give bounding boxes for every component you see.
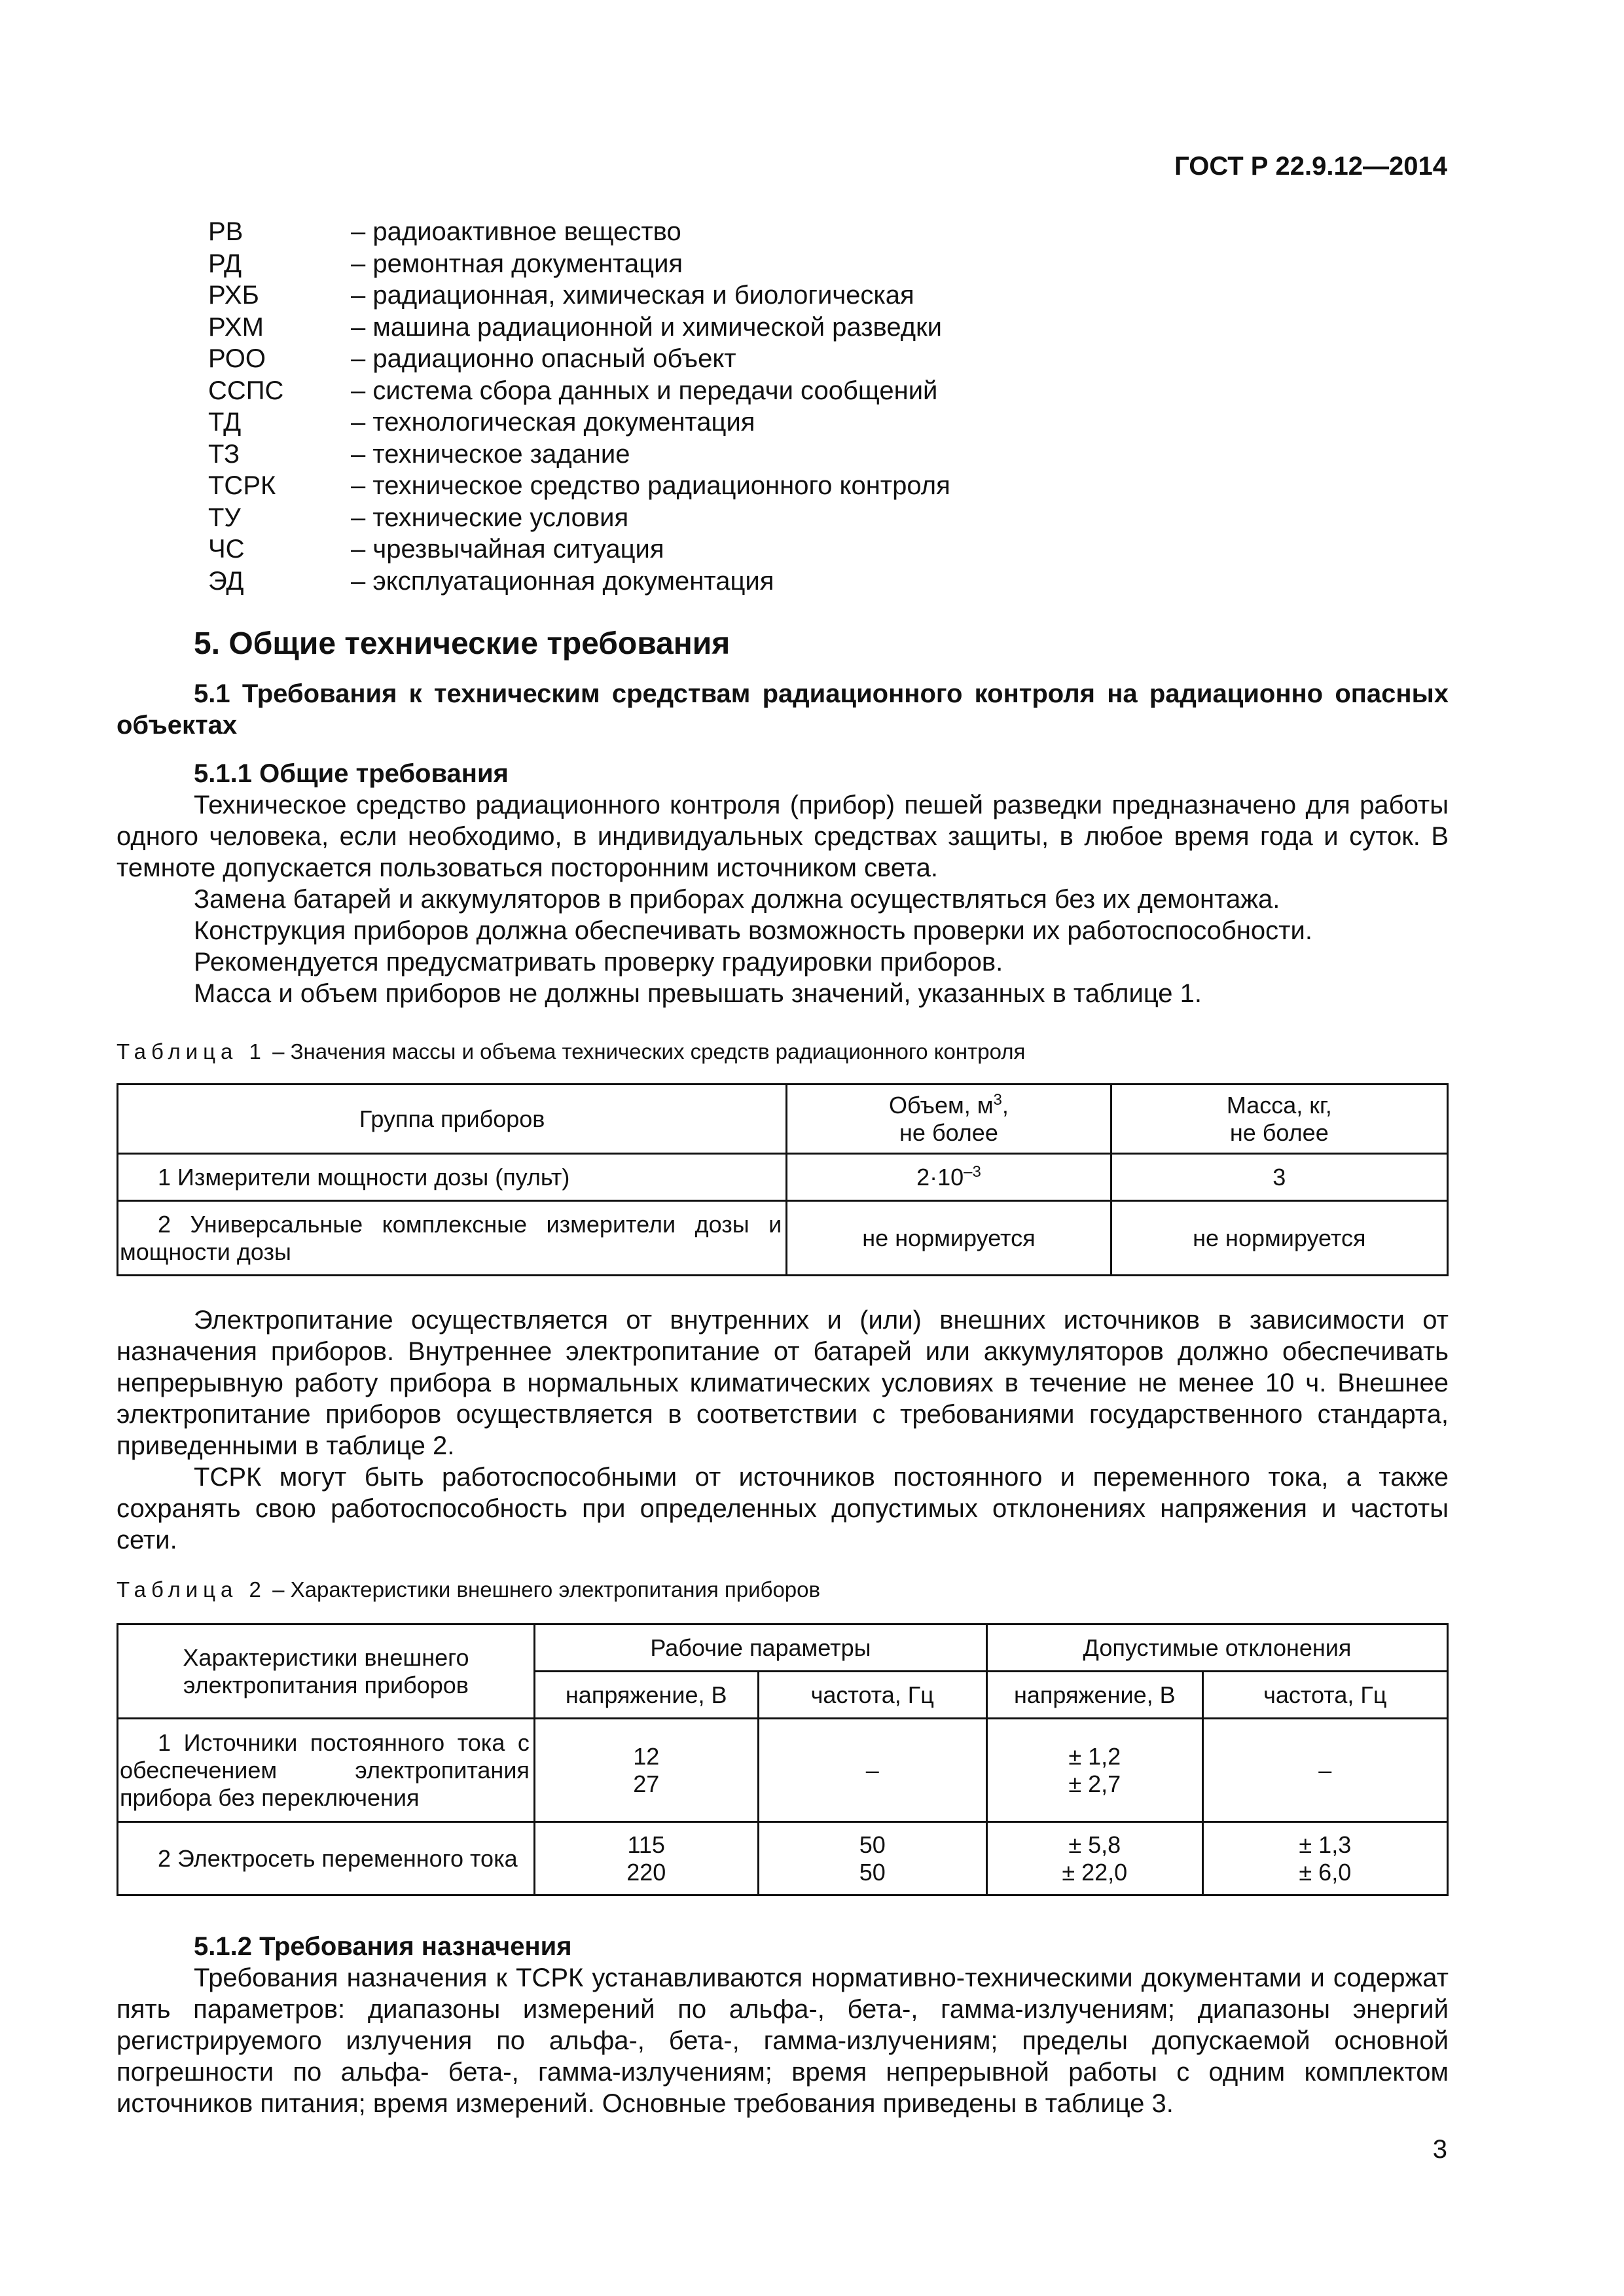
table-row — [118, 1624, 1448, 1672]
table-cell: не нормируется — [787, 1201, 1111, 1276]
table-header-cell: Характеристики внешнего электропитания приборов — [118, 1624, 535, 1719]
abbreviation-definition: – радиоактивное вещество — [351, 217, 681, 246]
cell-line: ± 5,8 — [1068, 1831, 1121, 1858]
abbreviation-definition: – чрезвычайная ситуация — [351, 535, 664, 564]
abbreviation-row — [208, 216, 950, 248]
abbreviation-row — [208, 279, 950, 312]
abbreviation-definition: – машина радиационной и химической разведки — [351, 312, 942, 342]
abbreviation-term: ТД — [208, 408, 242, 437]
abbreviation-term: ТУ — [208, 503, 241, 532]
abbreviation-row — [208, 470, 950, 502]
table-2-caption — [117, 1577, 820, 1602]
abbreviation-definition: – система сбора данных и передачи сообщений — [351, 376, 938, 405]
volume-value: 2·10 — [916, 1163, 964, 1191]
volume-header-tail: , — [1001, 1091, 1009, 1119]
cell-line: – — [865, 1756, 879, 1784]
abbreviation-term: ЭД — [208, 566, 244, 596]
abbreviation-row — [208, 343, 950, 375]
paragraph: Замена батарей и аккумуляторов в приборах должна осуществляться без их демонтажа. — [194, 885, 1280, 914]
table-cell — [1202, 1822, 1447, 1895]
volume-header-text: Объем, м — [889, 1091, 994, 1119]
volume-header-sup: 3 — [993, 1090, 1002, 1109]
abbreviation-row — [208, 406, 950, 439]
section-5-1-heading: 5.1 Требования к техническим средствам радиационного контроля на радиационно опасных объектах — [117, 679, 1449, 740]
table-cell — [787, 1154, 1111, 1201]
abbreviation-row — [208, 248, 950, 280]
abbreviation-term: ТЗ — [208, 439, 240, 469]
table-2-caption-text: – Характеристики внешнего электропитания приборов — [266, 1577, 821, 1602]
table-header-cell: Допустимые отклонения — [986, 1624, 1447, 1672]
table-cell — [758, 1719, 986, 1822]
table-1-caption-text: – Значения массы и объема технических средств радиационного контроля — [266, 1039, 1026, 1064]
table-cell — [986, 1822, 1202, 1895]
abbreviation-row — [208, 439, 950, 471]
paragraph: Требования назначения к ТСРК устанавливаются нормативно-техническими документами и содержат пять параметров: диапазоны измерений по альфа-, бета-, гамма-излучениям; диапазоны энергий регистрируемого излучения по альфа-, бета-, гамма-излучениям; пределы допускаемой основной погрешности по альфа- бета-, гамма-излучениям; время непрерывной работы с одним комплектом источников питания; время измерений. Основные требования приведены в таблице 3. — [117, 1964, 1449, 2118]
table-cell — [1202, 1719, 1447, 1822]
paragraph: Конструкция приборов должна обеспечивать возможность проверки их работоспособности. — [194, 916, 1312, 945]
table-header-cell — [787, 1085, 1111, 1154]
paragraph: ТСРК могут быть работоспособными от источников постоянного и переменного тока, а также сохранять свою работоспособность при определенных допустимых отклонениях напряжения и частоты сети. — [117, 1463, 1449, 1554]
abbreviation-definition: – ремонтная документация — [351, 249, 683, 278]
table-1-caption-label: Таблица 1 — [117, 1039, 266, 1064]
paragraph: Масса и объем приборов не должны превышать значений, указанных в таблице 1. — [194, 979, 1202, 1008]
page-number: 3 — [1432, 2135, 1447, 2164]
paragraph: Рекомендуется предусматривать проверку градуировки приборов. — [194, 948, 1003, 977]
table-cell: 2 Электросеть переменного тока — [118, 1822, 535, 1895]
cell-line: ± 1,2 — [1068, 1742, 1121, 1770]
table-cell — [534, 1719, 758, 1822]
cell-line: ± 1,3 — [1299, 1831, 1352, 1858]
abbreviation-definition: – технические условия — [351, 503, 629, 532]
cell-line: 50 — [859, 1831, 886, 1858]
section-5-1-2-block — [117, 1931, 1449, 2119]
section-5-1-2-heading: 5.1.2 Требования назначения — [194, 1932, 572, 1961]
abbreviation-term: РХМ — [208, 312, 264, 342]
table-cell — [986, 1719, 1202, 1822]
table-header-cell — [1111, 1085, 1447, 1154]
table-row — [118, 1719, 1448, 1822]
abbreviation-term: РХБ — [208, 281, 259, 310]
abbreviation-term: ТСРК — [208, 471, 276, 500]
section-5-1-1-heading: 5.1.1 Общие требования — [194, 759, 509, 788]
cell-line: 115 — [627, 1831, 665, 1858]
table-header-cell: Группа приборов — [118, 1085, 787, 1154]
table-header-cell: Рабочие параметры — [534, 1624, 986, 1672]
table-header-cell: напряжение, В — [534, 1672, 758, 1719]
paragraph: Техническое средство радиационного контроля (прибор) пешей разведки предназначено для работы одного человека, если необходимо, в индивидуальных средствах защиты, в любое время года и суток. В темноте допускается пользоваться посторонним источником света. — [117, 791, 1449, 882]
table-cell: 1 Измерители мощности дозы (пульт) — [118, 1154, 787, 1201]
abbreviation-definition: – техническое задание — [351, 439, 630, 469]
abbreviation-term: РВ — [208, 217, 244, 246]
power-supply-block — [117, 1304, 1449, 1556]
cell-line: ± 2,7 — [1068, 1770, 1121, 1797]
table-header-cell: напряжение, В — [986, 1672, 1202, 1719]
abbreviation-row — [208, 565, 950, 598]
abbreviation-definition: – эксплуатационная документация — [351, 566, 774, 596]
paragraph: Электропитание осуществляется от внутренних и (или) внешних источников в зависимости от назначения приборов. Внутреннее электропитание от батарей или аккумуляторов должно обеспечивать непрерывную работу прибора в нормальных климатических условиях в течение не менее 10 ч. Внешнее электропитание приборов осуществляется в соответствии с требованиями государственного стандарта, приведенными в таблице 2. — [117, 1306, 1449, 1460]
abbreviation-term: РД — [208, 249, 242, 278]
abbreviation-row — [208, 533, 950, 565]
mass-header-line2: не более — [1229, 1119, 1329, 1146]
table-row — [118, 1154, 1448, 1201]
table-cell: 1 Источники постоянного тока с обеспечением электропитания прибора без переключения — [118, 1719, 535, 1822]
abbreviation-row — [208, 375, 950, 407]
abbreviation-definition: – радиационно опасный объект — [351, 344, 736, 373]
cell-line: 50 — [859, 1858, 886, 1886]
table-cell: 2 Универсальные комплексные измерители дозы и мощности дозы — [118, 1201, 787, 1276]
abbreviation-row — [208, 502, 950, 534]
table-1 — [117, 1083, 1449, 1276]
table-cell: не нормируется — [1111, 1201, 1447, 1276]
cell-line: ± 22,0 — [1062, 1858, 1128, 1886]
table-row — [118, 1822, 1448, 1895]
cell-line: 27 — [633, 1770, 660, 1797]
table-cell: 3 — [1111, 1154, 1447, 1201]
abbreviation-definition: – техническое средство радиационного контроля — [351, 471, 950, 500]
abbreviation-row — [208, 312, 950, 344]
table-cell — [758, 1822, 986, 1895]
abbreviation-term: ЧС — [208, 535, 245, 564]
cell-line: – — [1318, 1756, 1332, 1784]
table-row — [118, 1201, 1448, 1276]
table-2 — [117, 1623, 1449, 1896]
cell-line: ± 6,0 — [1299, 1858, 1352, 1886]
volume-exponent: –3 — [964, 1162, 981, 1181]
abbreviation-term: ССПС — [208, 376, 284, 405]
table-header-cell: частота, Гц — [1202, 1672, 1447, 1719]
table-2-caption-label: Таблица 2 — [117, 1577, 266, 1602]
cell-line: 12 — [633, 1742, 660, 1770]
abbreviation-definition: – технологическая документация — [351, 408, 755, 437]
abbreviation-definition: – радиационная, химическая и биологическая — [351, 281, 914, 310]
cell-line: 220 — [626, 1858, 666, 1886]
table-1-caption — [117, 1039, 1025, 1064]
abbreviation-list — [208, 216, 950, 597]
table-header-cell: частота, Гц — [758, 1672, 986, 1719]
table-cell — [534, 1822, 758, 1895]
volume-header-line2: не более — [899, 1119, 998, 1146]
abbreviation-term: РОО — [208, 344, 266, 373]
section-5-heading: 5. Общие технические требования — [194, 626, 731, 661]
section-5-block — [117, 628, 1449, 1009]
mass-header-text: Масса, кг, — [1226, 1091, 1332, 1119]
table-row — [118, 1085, 1448, 1154]
document-code: ГОСТ Р 22.9.12—2014 — [1174, 152, 1447, 181]
